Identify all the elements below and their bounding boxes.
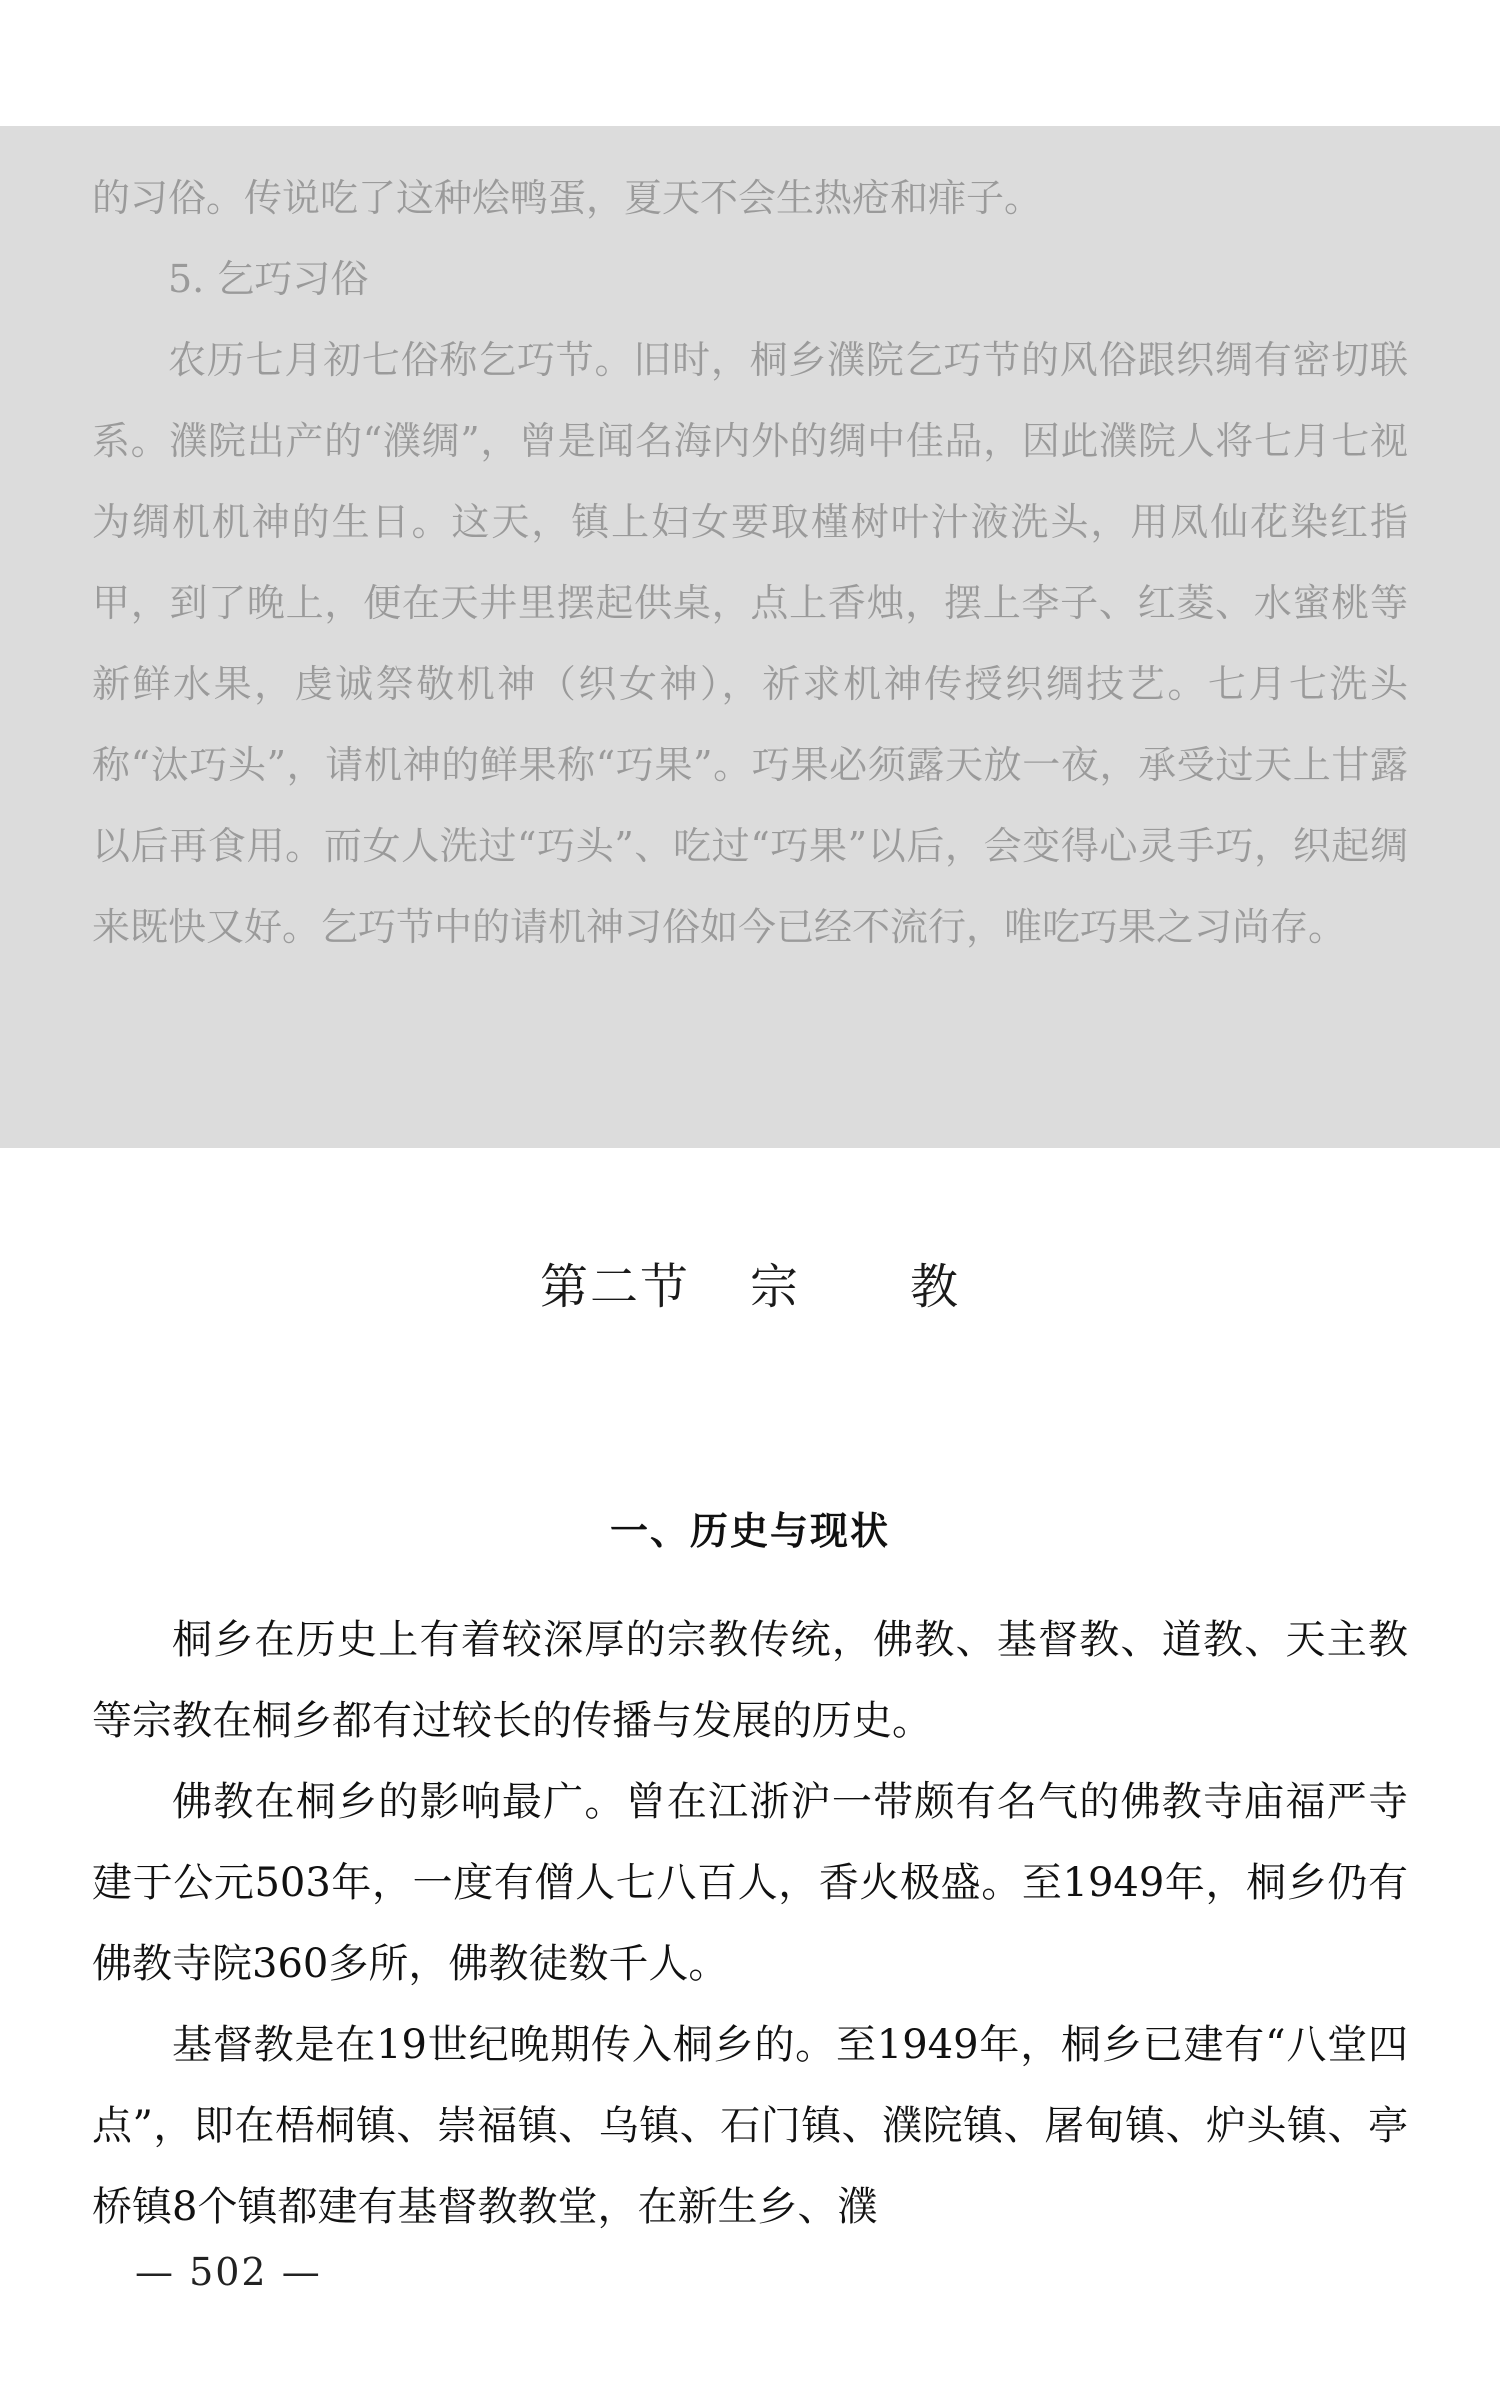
section-title-char-2: 教 <box>910 1259 961 1315</box>
paragraph: 佛教在桐乡的影响最广。曾在江浙沪一带颇有名气的佛教寺庙福严寺建于公元503年，一度有僧人七八百人，香火极盛。至1949年，桐乡仍有佛教寺院360多所，佛教徒数千人。 <box>92 1779 1408 1987</box>
shaded-passage <box>92 158 1408 968</box>
section-title-char-1: 宗 <box>749 1259 800 1315</box>
subsection-title: 一、历史与现状 <box>609 1509 890 1553</box>
paragraph: 基督教是在19世纪晚期传入桐乡的。至1949年，桐乡已建有“八堂四点”，即在梧桐镇、崇福镇、乌镇、石门镇、濮院镇、屠甸镇、炉头镇、亭桥镇8个镇都建有基督教教堂，在新生乡、濮 <box>92 2022 1408 2230</box>
paragraph: 桐乡在历史上有着较深厚的宗教传统，佛教、基督教、道教、天主教等宗教在桐乡都有过较长的传播与发展的历史。 <box>92 1617 1408 1744</box>
shaded-paragraph: 农历七月初七俗称乞巧节。旧时，桐乡濮院乞巧节的风俗跟织绸有密切联系。濮院出产的“濮绸”，曾是闻名海内外的绸中佳品，因此濮院人将七月七视为绸机机神的生日。这天，镇上妇女要取槿树叶汁液洗头，用凤仙花染红指甲，到了晚上，便在天井里摆起供桌，点上香烛，摆上李子、红菱、水蜜桃等新鲜水果，虔诚祭敬机神（织女神），祈求机神传授织绸技艺。七月七洗头称“汰巧头”，请机神的鲜果称“巧果”。巧果必须露天放一夜，承受过天上甘露以后再食用。而女人洗过“巧头”、吃过“巧果”以后，会变得心灵手巧，织起绸来既快又好。乞巧节中的请机神习俗如今已经不流行，唯吃巧果之习尚存。 <box>92 338 1408 949</box>
section-number: 第二节 <box>539 1259 690 1315</box>
shaded-item-heading: 5. 乞巧习俗 <box>168 257 369 301</box>
section-title <box>0 1248 1500 1317</box>
shaded-line-intro: 的习俗。传说吃了这种烩鸭蛋，夏天不会生热疮和痱子。 <box>92 176 1043 220</box>
page-number: — 502 — <box>135 2250 322 2294</box>
main-body <box>92 1600 1408 2248</box>
